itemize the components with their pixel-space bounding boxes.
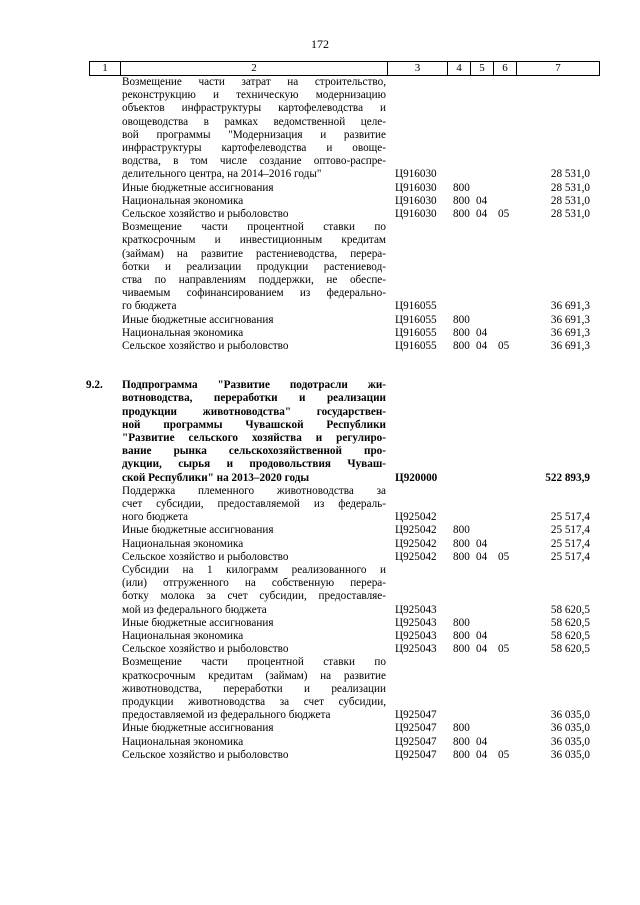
target-code: Ц925043 (395, 630, 437, 642)
description-line: Поддержка племенного животноводства за (122, 484, 386, 497)
description-line: ской Республики" на 2013–2020 годы (122, 471, 310, 484)
description-line: Сельское хозяйство и рыболовство (122, 208, 289, 220)
description-line: водства, в том числе создание оптово-распре- (122, 155, 386, 168)
target-code: Ц925042 (395, 550, 437, 563)
target-code: Ц916055 (395, 313, 437, 326)
table-row (0, 736, 640, 749)
section: 04 (476, 537, 488, 550)
description-line: Национальная экономика (122, 735, 244, 748)
description-line: Возмещение части процентной ставки по (122, 221, 386, 234)
description-line: реконструкцию и техническую модернизацию (122, 89, 386, 102)
column-header-4: 4 (448, 62, 471, 76)
target-code: Ц916055 (395, 300, 437, 313)
row-description (122, 617, 386, 630)
description-line: продукции животноводства" государствен- (122, 405, 386, 418)
expense-type: 800 (453, 208, 470, 220)
expense-type: 800 (453, 550, 470, 563)
description-line: Национальная экономика (122, 326, 244, 339)
amount: 25 517,4 (550, 537, 590, 550)
row-description (122, 736, 386, 749)
amount: 58 620,5 (550, 643, 590, 656)
description-line: инфраструктуры картофелеводства и овоще- (122, 142, 386, 155)
description-line: продукции животноводства за счет субсидии, (122, 696, 386, 708)
target-code: Ц925047 (395, 748, 437, 761)
target-code: Ц925047 (395, 709, 437, 722)
section: 04 (476, 748, 488, 761)
amount: 58 620,5 (550, 630, 590, 642)
target-code: Ц920000 (395, 471, 438, 484)
table-row (0, 327, 640, 340)
description-line: Сельское хозяйство и рыболовство (122, 340, 289, 352)
expense-type: 800 (453, 194, 470, 207)
amount: 522 893,9 (545, 471, 590, 484)
description-line: вание рынка сельскохозяйственной про- (122, 445, 386, 458)
description-line: Сельское хозяйство и рыболовство (122, 550, 289, 563)
table-row (0, 656, 640, 722)
description-line: Национальная экономика (122, 194, 244, 207)
target-code: Ц916030 (395, 168, 437, 181)
description-line: ботки и реализации продукции растениевод- (122, 260, 386, 273)
amount: 28 531,0 (550, 168, 590, 181)
description-line: овощеводства в рамках ведомственной целе- (122, 115, 386, 128)
target-code: Ц916055 (395, 326, 437, 339)
amount: 58 620,5 (550, 616, 590, 629)
row-description (122, 551, 386, 564)
table-row (0, 76, 640, 182)
expense-type: 800 (453, 524, 470, 537)
description-line: вой программы "Модернизация и развитие (122, 128, 386, 141)
description-line: го бюджета (122, 300, 177, 313)
description-line: (или) отгруженного на собственную перера- (122, 577, 386, 590)
table-row (0, 195, 640, 208)
description-line: краткосрочным и инвестиционным кредитам (122, 234, 386, 247)
table-row (0, 314, 640, 327)
description-line: Национальная экономика (122, 630, 244, 642)
expense-type: 800 (453, 722, 470, 735)
table-row (0, 643, 640, 656)
target-code: Ц925042 (395, 524, 437, 537)
table-row (0, 208, 640, 221)
description-line: Сельское хозяйство и рыболовство (122, 643, 289, 656)
row-description (122, 327, 386, 340)
page-number: 172 (311, 37, 329, 51)
section: 04 (476, 326, 488, 339)
table-row (0, 221, 640, 313)
description-line: делительного центра, на 2014–2016 годы" (122, 168, 322, 181)
table-row (0, 630, 640, 643)
description-line: предоставляемой из федерального бюджета (122, 709, 331, 722)
table-row (0, 749, 640, 762)
subsection: 05 (498, 208, 510, 220)
description-line: вотноводства, переработки и реализации (122, 392, 386, 405)
expense-type: 800 (453, 748, 470, 761)
row-description (122, 195, 386, 208)
description-line: чиваемым софинансированием из федерально- (122, 287, 386, 300)
expense-type: 800 (453, 537, 470, 550)
amount: 36 035,0 (550, 735, 590, 748)
target-code: Ц916030 (395, 194, 437, 207)
row-description (122, 221, 386, 313)
description-line: ной программы Чувашской Республики (122, 418, 386, 431)
description-line: Иные бюджетные ассигнования (122, 722, 274, 735)
expense-type: 800 (453, 630, 470, 642)
table-row (0, 379, 640, 485)
description-line: счет субсидии, предоставляемой из федераль- (122, 498, 386, 510)
description-line: (займам) на развитие растениеводства, перера- (122, 247, 386, 260)
description-line: Субсидии на 1 килограмм реализованного и (122, 564, 386, 576)
target-code: Ц925042 (395, 537, 437, 550)
table-row (0, 551, 640, 564)
expense-type: 800 (453, 643, 470, 656)
row-description (122, 182, 386, 195)
row-description (122, 314, 386, 327)
section: 04 (476, 643, 488, 656)
amount: 28 531,0 (550, 181, 590, 194)
row-description (122, 485, 386, 525)
subsection: 05 (498, 748, 510, 761)
description-line: ства по направлениям поддержки, не обеспе- (122, 274, 386, 286)
row-description (122, 722, 386, 735)
amount: 28 531,0 (550, 208, 590, 220)
amount: 25 517,4 (550, 511, 590, 524)
column-header-5: 5 (471, 62, 494, 76)
target-code: Ц916030 (395, 181, 437, 194)
row-description (122, 656, 386, 722)
table-row (0, 340, 640, 353)
target-code: Ц925047 (395, 735, 437, 748)
target-code: Ц925043 (395, 603, 437, 616)
amount: 25 517,4 (550, 550, 590, 563)
row-description (122, 379, 386, 485)
description-line: Возмещение части процентной ставки по (122, 656, 386, 669)
expense-type: 800 (453, 340, 470, 352)
description-line: объектов инфраструктуры картофелеводства и (122, 102, 386, 115)
table-row (0, 564, 640, 617)
target-code: Ц925047 (395, 722, 437, 735)
column-header-3: 3 (388, 62, 448, 76)
section: 04 (476, 340, 488, 352)
row-description (122, 643, 386, 656)
expense-type: 800 (453, 313, 470, 326)
description-line: Иные бюджетные ассигнования (122, 616, 274, 629)
row-description (122, 524, 386, 537)
amount: 36 035,0 (550, 722, 590, 735)
amount: 58 620,5 (550, 603, 590, 616)
column-header-6: 6 (494, 62, 517, 76)
section: 04 (476, 194, 488, 207)
target-code: Ц916030 (395, 208, 437, 220)
description-line: "Развитие сельского хозяйства и регулиро- (122, 432, 386, 444)
section: 04 (476, 735, 488, 748)
amount: 36 691,3 (550, 326, 590, 339)
description-line: Иные бюджетные ассигнования (122, 181, 274, 194)
target-code: Ц925043 (395, 616, 437, 629)
description-line: дукции, сырья и продовольствия Чуваш- (122, 458, 386, 471)
row-description (122, 749, 386, 762)
section: 04 (476, 630, 488, 642)
amount: 36 691,3 (550, 340, 590, 352)
amount: 36 691,3 (550, 313, 590, 326)
table-row (0, 182, 640, 195)
description-line: Национальная экономика (122, 537, 244, 550)
amount: 36 035,0 (550, 709, 590, 722)
column-header-7: 7 (517, 62, 600, 76)
row-description (122, 208, 386, 221)
column-header-row (89, 61, 600, 76)
section: 04 (476, 208, 488, 220)
row-description (122, 564, 386, 617)
amount: 25 517,4 (550, 524, 590, 537)
table-row (0, 722, 640, 735)
column-header-1: 1 (90, 62, 121, 76)
row-description (122, 538, 386, 551)
section: 04 (476, 550, 488, 563)
expense-type: 800 (453, 616, 470, 629)
description-line: животноводства, переработки и реализации (122, 682, 386, 695)
subsection: 05 (498, 340, 510, 352)
column-header-2: 2 (121, 62, 388, 76)
target-code: Ц916055 (395, 340, 437, 352)
description-line: мой из федерального бюджета (122, 603, 267, 616)
target-code: Ц925042 (395, 511, 437, 524)
description-line: ботку молока за счет субсидии, предоставляе- (122, 590, 386, 603)
table-row (0, 617, 640, 630)
description-line: Сельское хозяйство и рыболовство (122, 748, 289, 761)
subsection: 05 (498, 550, 510, 563)
table-row (0, 538, 640, 551)
amount: 28 531,0 (550, 194, 590, 207)
row-description (122, 340, 386, 353)
expense-type: 800 (453, 181, 470, 194)
table-row (0, 485, 640, 525)
row-number: 9.2. (86, 379, 103, 392)
row-description (122, 630, 386, 643)
expense-type: 800 (453, 735, 470, 748)
description-line: Иные бюджетные ассигнования (122, 313, 274, 326)
row-description (122, 76, 386, 182)
description-line: Иные бюджетные ассигнования (122, 524, 274, 537)
amount: 36 691,3 (550, 300, 590, 313)
description-line: Подпрограмма "Развитие подотрасли жи- (122, 379, 386, 392)
amount: 36 035,0 (550, 748, 590, 761)
target-code: Ц925043 (395, 643, 437, 656)
subsection: 05 (498, 643, 510, 656)
description-line: ного бюджета (122, 511, 188, 524)
expense-type: 800 (453, 326, 470, 339)
table-row (0, 524, 640, 537)
description-line: Возмещение части затрат на строительство, (122, 76, 386, 88)
description-line: краткосрочным кредитам (займам) на развитие (122, 669, 386, 682)
